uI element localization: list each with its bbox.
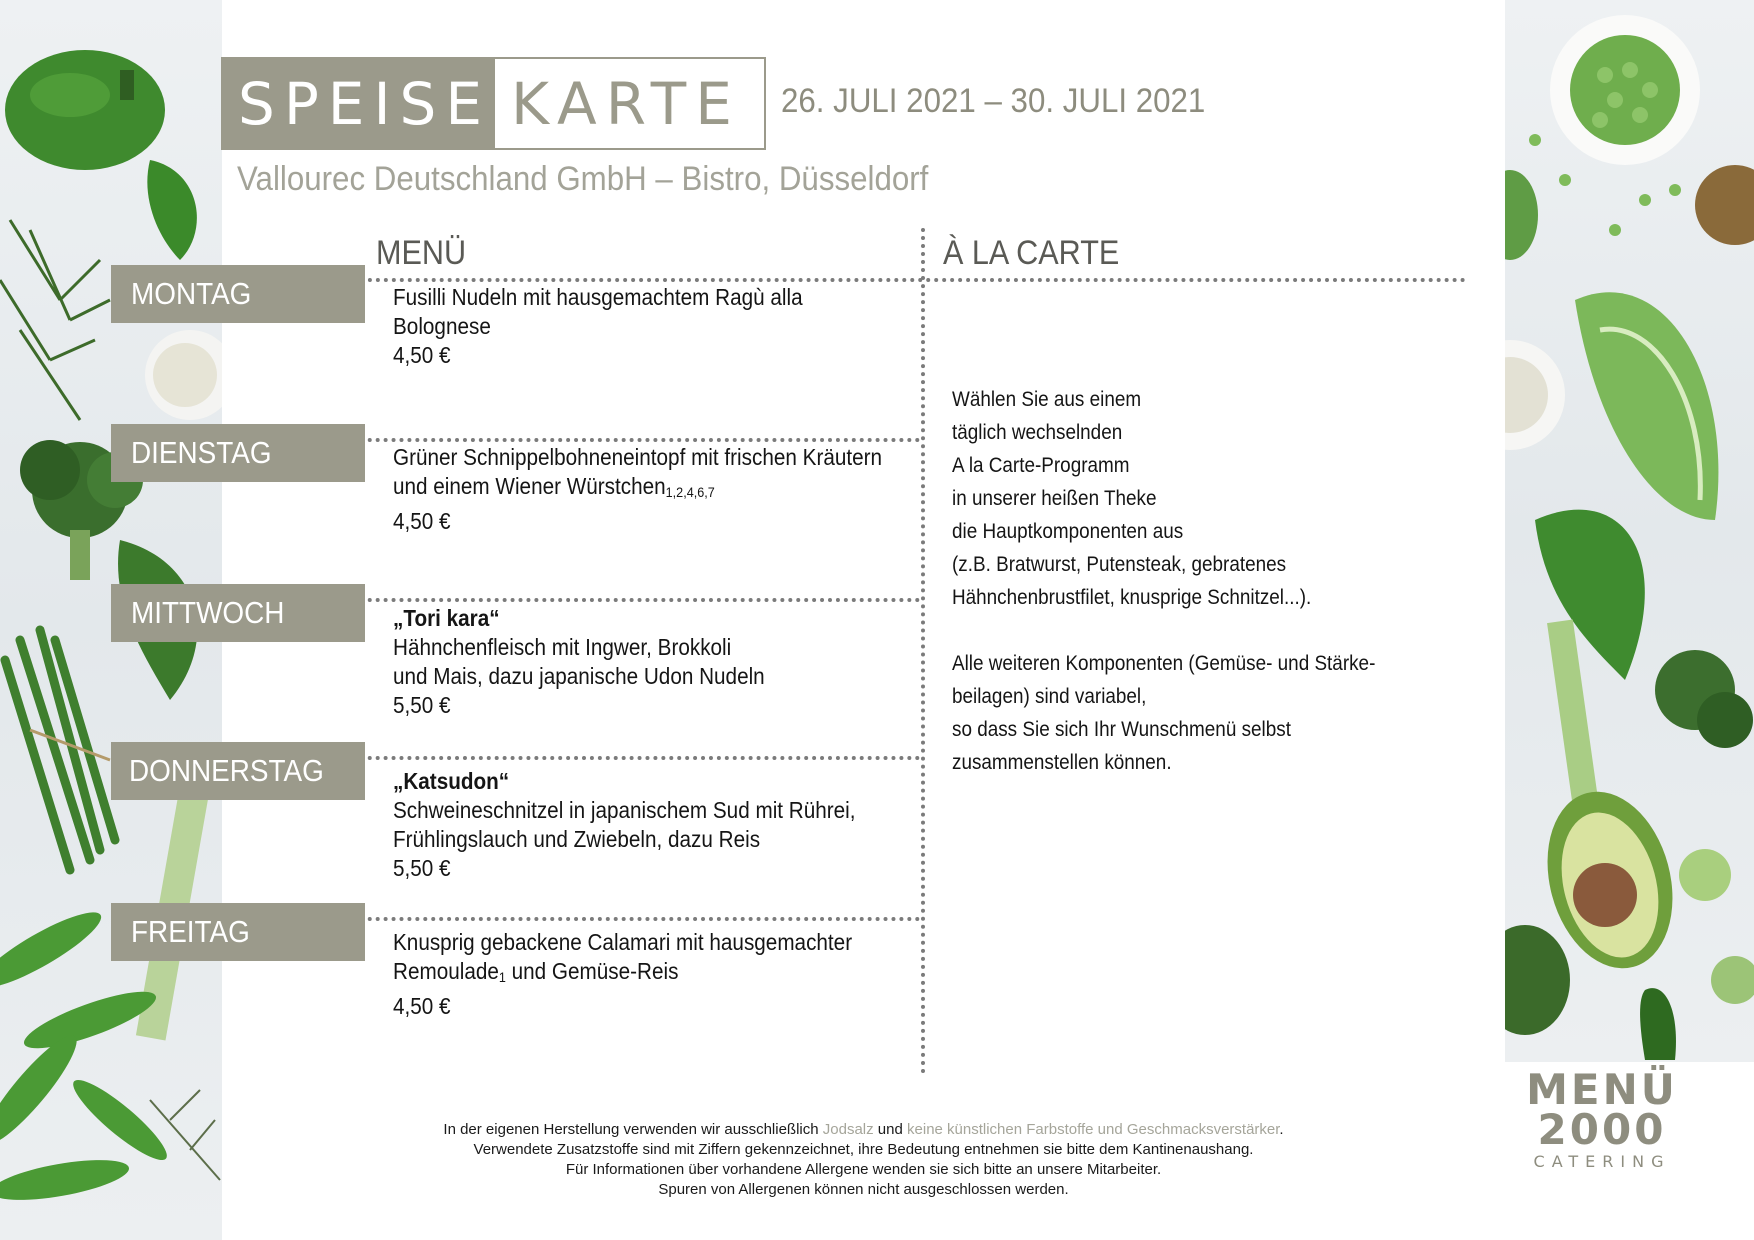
dish-line: Bolognese [393, 313, 491, 339]
alacarte-line: Wählen Sie aus einem [952, 388, 1142, 411]
dish-line: Remoulade$_1$ und Gemüse-Reis [393, 958, 679, 985]
row-divider-donnerstag [336, 756, 920, 760]
row-divider-freitag [336, 917, 920, 921]
dish-montag [393, 283, 848, 370]
day-tab-dienstag: DIENSTAG [111, 424, 365, 482]
title-karte: KARTE [511, 70, 741, 138]
footer-line: Spuren von Allergenen können nicht ausgeschlossen werden. [658, 1181, 1069, 1198]
day-tab-mittwoch: MITTWOCH [111, 584, 365, 642]
menu-column-header: MENÜ [376, 234, 467, 272]
dish-dienstag [393, 443, 936, 536]
dish-line: Knusprig gebackene Calamari mit hausgemachter [393, 929, 853, 955]
alacarte-line: A la Carte-Programm [952, 454, 1130, 477]
dish-line: und Mais, dazu japanische Udon Nudeln [393, 663, 765, 689]
alacarte-line: zusammenstellen können. [952, 751, 1172, 774]
dish-price: 5,50 € [393, 692, 451, 718]
column-divider [921, 228, 925, 1074]
dish-donnerstag [393, 767, 907, 883]
dish-line: Hähnchenfleisch mit Ingwer, Brokkoli [393, 634, 732, 660]
alacarte-line: täglich wechselnden [952, 421, 1123, 444]
row-divider-montag [336, 278, 1466, 282]
alacarte-column-header: À LA CARTE [943, 234, 1120, 272]
dish-name: „Katsudon“ [393, 768, 510, 794]
date-range: 26. JULI 2021 – 30. JULI 2021 [781, 82, 1206, 120]
alacarte-line: (z.B. Bratwurst, Putensteak, gebratenes [952, 553, 1287, 576]
footer-line: Für Informationen über vorhandene Allergene wenden sie sich bitte an unsere Mitarbeiter. [565, 1161, 1162, 1178]
dish-line: Fusilli Nudeln mit hausgemachtem Ragù alla [393, 284, 803, 310]
day-tab-donnerstag: DONNERSTAG [111, 742, 365, 800]
alacarte-line: Alle weiteren Komponenten (Gemüse- und Stärke- [952, 652, 1376, 675]
dish-line: und einem Wiener Würstchen$_{1,2,4,6,7}$ [393, 473, 715, 500]
vegetables-right-illustration [1505, 0, 1754, 1062]
footer-notes [222, 1120, 1505, 1200]
dish-line: Frühlingslauch und Zwiebeln, dazu Reis [393, 826, 761, 852]
alacarte-description [952, 383, 1422, 779]
alacarte-line: so dass Sie sich Ihr Wunschmenü selbst [952, 718, 1291, 741]
alacarte-line: in unserer heißen Theke [952, 487, 1157, 510]
dish-price: 4,50 € [393, 342, 451, 368]
alacarte-line: beilagen) sind variabel, [952, 685, 1147, 708]
dish-price: 4,50 € [393, 993, 451, 1019]
footer-line: In der eigenen Herstellung verwenden wir ausschließlich Jodsalz und keine künstlichen Farbstoffe und Geschmacksverstärker. [443, 1121, 1284, 1138]
dish-mittwoch [393, 604, 806, 720]
additive-numbers: 1 [498, 969, 506, 985]
alacarte-line: die Hauptkomponenten aus [952, 520, 1184, 543]
menu2000-logo: MENÜ 2000 CATERING [1526, 1065, 1678, 1171]
dish-line: Schweineschnitzel in japanischem Sud mit Rührei, [393, 797, 856, 823]
dish-line: Grüner Schnippelbohneneintopf mit frischen Kräutern [393, 444, 883, 470]
row-divider-mittwoch [336, 598, 920, 602]
day-tab-freitag: FREITAG [111, 903, 365, 961]
dish-price: 5,50 € [393, 855, 451, 881]
row-divider-dienstag [336, 438, 920, 442]
additive-numbers: 1,2,4,6,7 [665, 484, 715, 500]
footer-line: Verwendete Zusatzstoffe sind mit Ziffern gekennzeichnet, ihre Bedeutung entnehmen sie bitte dem Kantinenaushang. [473, 1141, 1254, 1158]
alacarte-line: Hähnchenbrustfilet, knusprige Schnitzel...). [952, 586, 1312, 609]
dish-name: „Tori kara“ [393, 605, 500, 631]
dish-price: 4,50 € [393, 508, 451, 534]
day-tab-montag: MONTAG [111, 265, 365, 323]
right-vegetable-photo [1505, 0, 1754, 1062]
title-box [221, 57, 766, 150]
title-speise: SPEISE [223, 59, 495, 148]
dish-freitag [393, 928, 903, 1021]
company-name: Vallourec Deutschland GmbH – Bistro, Düsseldorf [237, 160, 929, 198]
